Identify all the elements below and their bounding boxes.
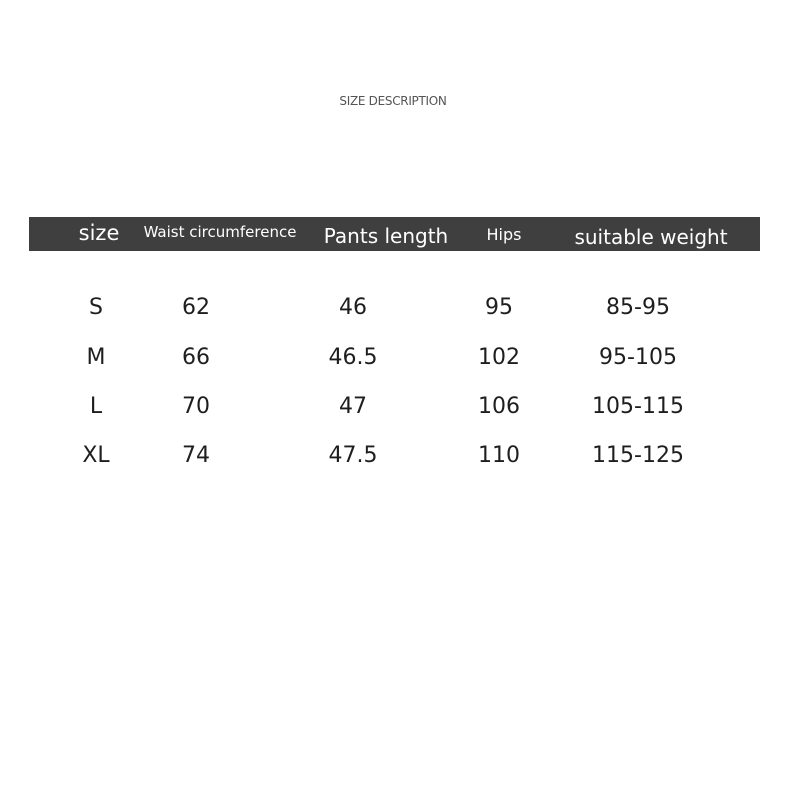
header-suitable-weight: suitable weight — [574, 225, 728, 249]
cell-pants-length: 46 — [339, 295, 367, 320]
cell-suitable-weight: 85-95 — [606, 295, 670, 320]
cell-size: XL — [82, 443, 110, 468]
table-header — [29, 217, 760, 251]
header-size: size — [78, 221, 120, 245]
header-waist: Waist circumference — [143, 223, 297, 241]
cell-hips: 106 — [478, 394, 520, 419]
cell-hips: 95 — [485, 295, 513, 320]
page-title: SIZE DESCRIPTION — [339, 94, 447, 108]
table-row — [0, 293, 790, 323]
cell-waist: 74 — [182, 443, 210, 468]
cell-size: S — [89, 295, 103, 320]
cell-pants-length: 46.5 — [328, 345, 378, 370]
cell-suitable-weight: 95-105 — [599, 345, 677, 370]
table-row — [0, 392, 790, 422]
cell-pants-length: 47.5 — [328, 443, 378, 468]
table-row — [0, 343, 790, 373]
cell-suitable-weight: 115-125 — [592, 443, 684, 468]
cell-size: M — [86, 345, 106, 370]
table-row — [0, 441, 790, 471]
cell-hips: 110 — [478, 443, 520, 468]
cell-size: L — [89, 394, 103, 419]
cell-waist: 62 — [182, 295, 210, 320]
cell-suitable-weight: 105-115 — [592, 394, 684, 419]
cell-pants-length: 47 — [339, 394, 367, 419]
header-pants-length: Pants length — [323, 224, 449, 248]
header-hips: Hips — [486, 225, 522, 244]
cell-waist: 66 — [182, 345, 210, 370]
cell-hips: 102 — [478, 345, 520, 370]
cell-waist: 70 — [182, 394, 210, 419]
